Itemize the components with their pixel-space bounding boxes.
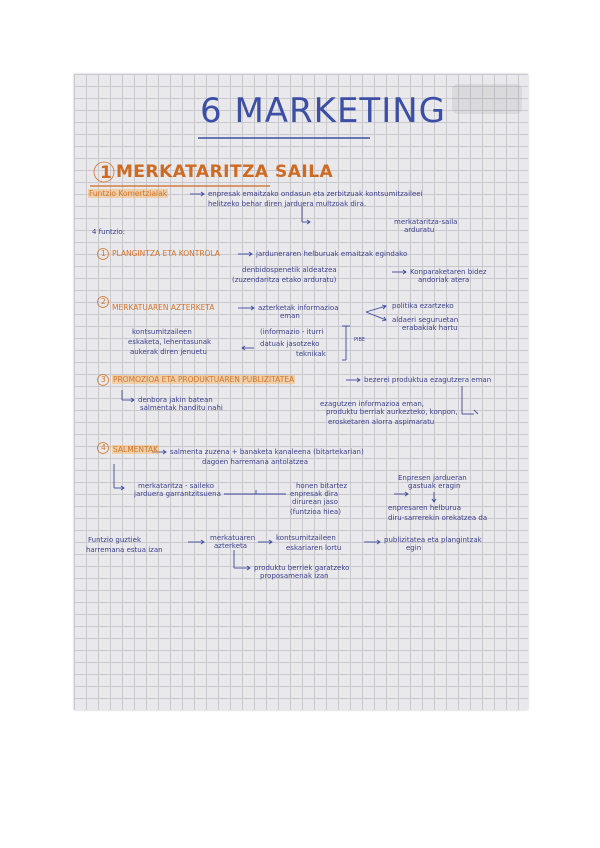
f4-text-1: salmenta zuzena + banaketa kanaleena (bitartekarian) xyxy=(170,448,364,456)
heading-number: 1 xyxy=(100,163,113,183)
f2-right-2: aldaeri seguruetan xyxy=(392,316,459,324)
bottom-left-2: harremana estua izan xyxy=(86,546,163,554)
f3-right-2: produktu berriak aurkezteko, konpon, xyxy=(326,408,458,416)
intro-aside-2: arduratu xyxy=(404,226,435,234)
f1-text-1: jarduneraren helburuak emaitzak egindako xyxy=(256,250,408,258)
f1-text-4: Konparaketaren bidez xyxy=(410,268,487,276)
f1-number: 1 xyxy=(101,249,106,258)
f4-right-2: gastuak eragin xyxy=(408,482,461,490)
f4-right-4: diru-sarrerekin orekatzea da xyxy=(388,514,488,522)
page-title: 6 MARKETING xyxy=(200,91,447,131)
f2-mid-2: datuak jasotzeko xyxy=(260,340,320,348)
f4-right-3: enpresaren helburua xyxy=(388,504,462,512)
section-heading: MERKATARITZA SAILA xyxy=(116,162,334,182)
f2-label: MERKATUAREN AZTERKETA xyxy=(112,303,215,312)
bottom-mid-2: azterketa xyxy=(214,542,248,550)
f4-left-1: merkataritza - saileko xyxy=(138,482,214,490)
f4-left-2: jarduera garrantzitsuena xyxy=(134,490,221,498)
bottom-low-2: proposamenak izan xyxy=(260,572,329,580)
f3-number: 3 xyxy=(101,375,106,384)
f2-mid-3: teknikak xyxy=(296,350,326,358)
f4-label: SALMENTAK xyxy=(113,445,159,454)
f1-text-5: andoriak atera xyxy=(418,276,470,284)
intro-text-1: enpresak emaitzako ondasun eta zerbitzuak kontsumitzaileei xyxy=(208,190,423,198)
f4-number: 4 xyxy=(101,443,106,452)
bottom-left-1: Funtzio guztiek xyxy=(88,536,141,544)
f2-left-2: eskaketa, lehentasunak xyxy=(128,338,212,346)
f4-mid-1: honen bitartez xyxy=(296,482,348,490)
bottom-mid-1: merkatuaren xyxy=(210,534,256,542)
f2-mid-1: (informazio - iturri xyxy=(260,328,324,336)
f3-right-1: ezagutzen informazioa eman, xyxy=(320,400,425,408)
f1-label: PLANGINTZA ETA KONTROLA xyxy=(112,249,220,258)
f2-text-1: azterketak informazioa xyxy=(258,304,339,312)
f4-right-1: Enpresen jardueran xyxy=(398,474,467,482)
bottom-right-2: egin xyxy=(406,544,422,552)
notebook-page xyxy=(74,74,528,710)
f4-mid-2: enpresak dira xyxy=(290,490,338,498)
functions-label: Funtzio Komertzialak xyxy=(89,189,168,198)
f4-text-2: dagoen harremana antolatzea xyxy=(202,458,309,466)
bottom-mid-4: eskariaren lortu xyxy=(286,544,342,552)
f3-text-1: bezerei produktua ezagutzera eman xyxy=(364,376,492,384)
f4-mid-3: dirurean jaso xyxy=(292,498,338,506)
f1-text-2: denbidospenetik aldeatzea xyxy=(242,266,337,274)
four-functions-label: 4 funtzio: xyxy=(92,228,126,236)
f2-right-3: erabakiak hartu xyxy=(402,324,458,332)
f2-right-1: politika ezartzeko xyxy=(392,302,454,310)
f2-left-1: kontsumitzaileen xyxy=(132,328,192,336)
f2-text-2: eman xyxy=(280,312,300,320)
f2-left-3: aukerak diren jenuetu xyxy=(130,348,207,356)
f2-number: 2 xyxy=(101,297,106,306)
intro-text-2: helitzeko behar diren jarduera multzoak dira. xyxy=(208,200,367,208)
intro-aside-1: merkataritza-saila xyxy=(394,218,458,226)
f4-mid-4: (funtzioa hiea) xyxy=(290,508,341,516)
f3-right-3: erosketaren alorra aspimaratu xyxy=(328,418,435,426)
f3-left-1: denbora jakin batean xyxy=(138,396,213,404)
bottom-low-1: produktu berriek garatzeko xyxy=(254,564,350,572)
f1-text-3: (zuzendaritza etako arduratu) xyxy=(232,276,337,284)
bottom-right-1: publizitatea eta plangintzak xyxy=(384,536,482,544)
f3-label: PROMOZIOA ETA PRODUKTUAREN PUBLIZITATEA xyxy=(113,375,295,384)
bottom-mid-3: kontsumitzaileen xyxy=(276,534,336,542)
f2-side-note: PIBE xyxy=(354,337,366,343)
f3-left-2: salmentak handitu nahi xyxy=(140,404,223,412)
